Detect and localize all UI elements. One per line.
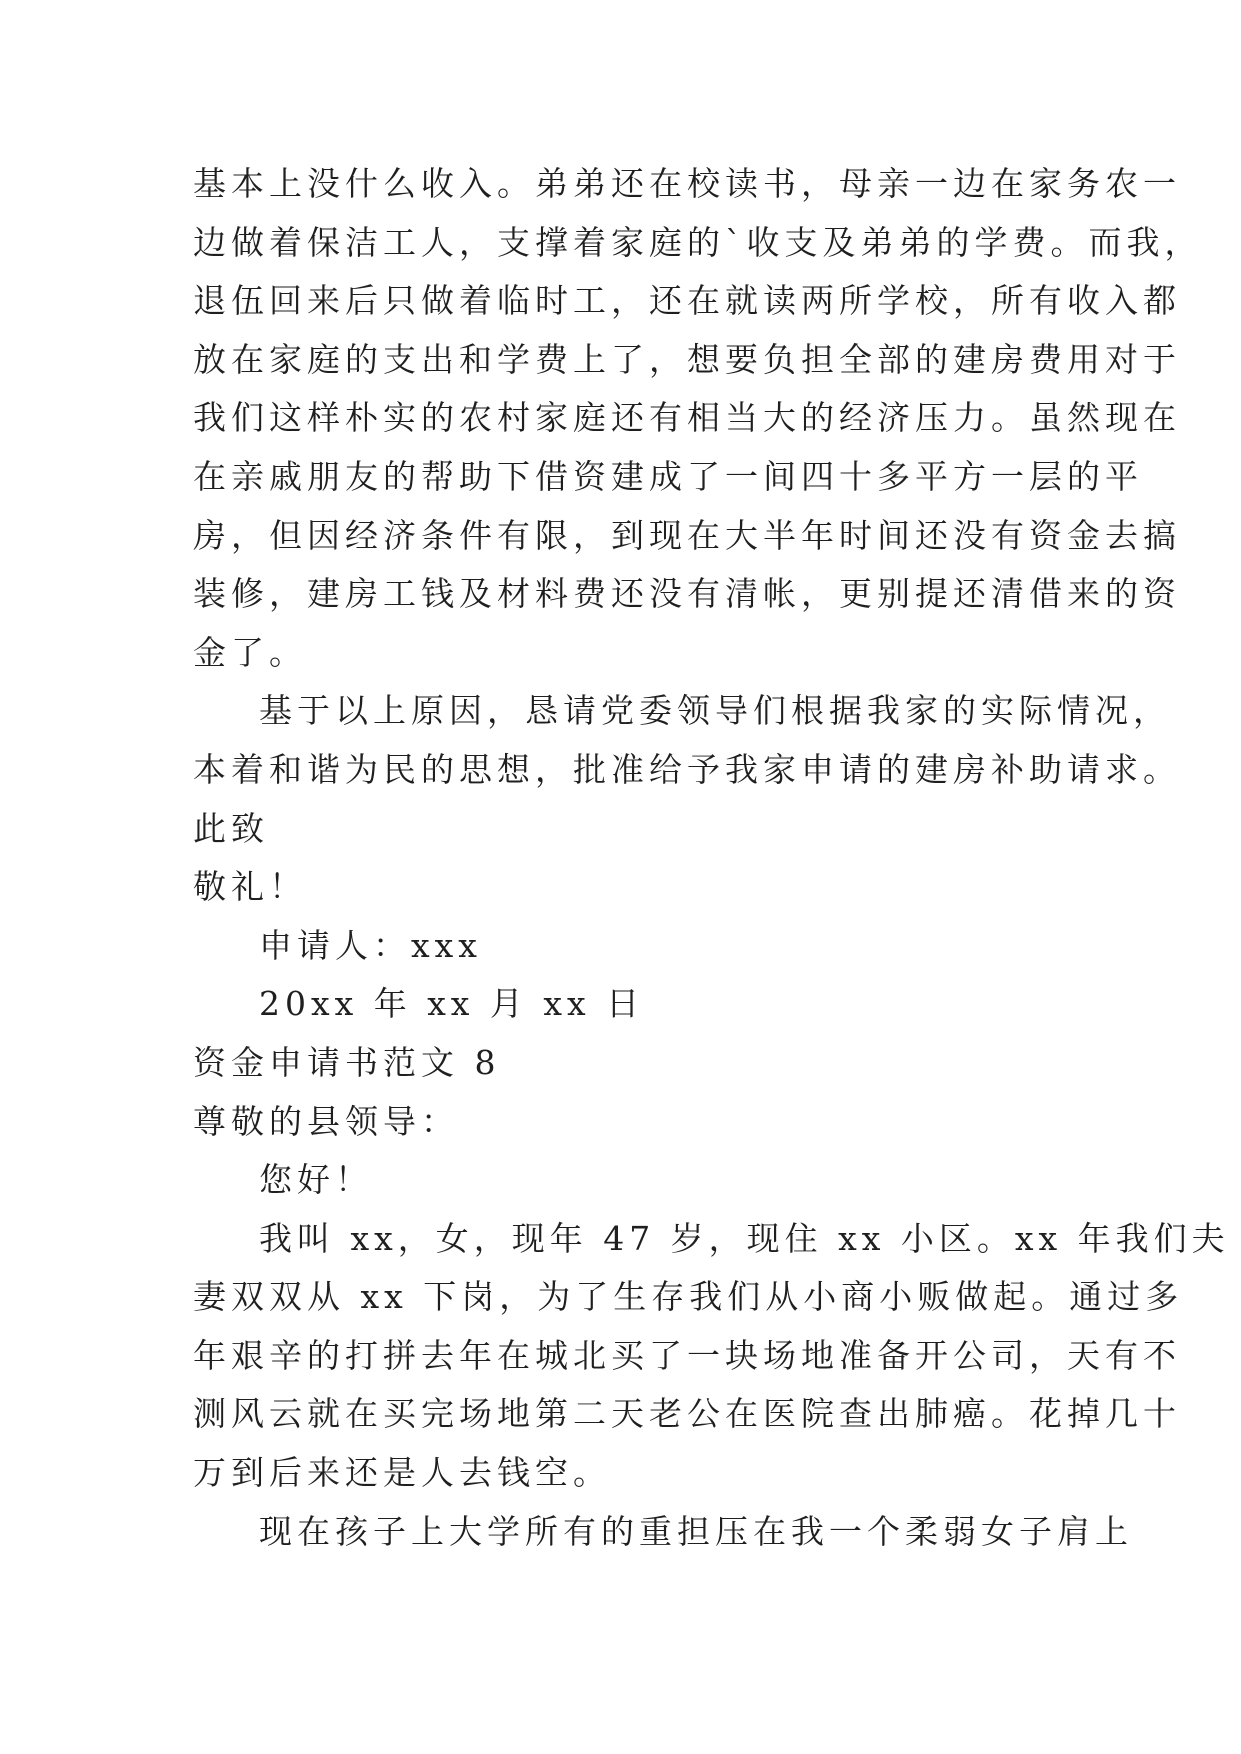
letter-greeting: 您好！	[259, 1160, 373, 1200]
paragraph-line: 房，但因经济条件有限，到现在大半年时间还没有资金去搞	[193, 515, 1181, 555]
letter-date: 20xx 年 xx 月 xx 日	[259, 984, 645, 1024]
paragraph-line: 我叫 xx，女，现年 47 岁，现住 xx 小区。xx 年我们夫	[259, 1218, 1230, 1258]
paragraph-line: 我们这样朴实的农村家庭还有相当大的经济压力。虽然现在	[193, 398, 1181, 438]
paragraph-line: 妻双双从 xx 下岗，为了生存我们从小商小贩做起。通过多	[193, 1277, 1184, 1317]
document-body	[193, 155, 1230, 1561]
applicant-signature: 申请人：xxx	[259, 925, 482, 965]
paragraph-line: 现在孩子上大学所有的重担压在我一个柔弱女子肩上	[259, 1511, 1133, 1551]
closing-regards: 敬礼！	[193, 867, 307, 907]
paragraph-line: 装修，建房工钱及材料费还没有清帐，更别提还清借来的资	[193, 574, 1181, 614]
section-heading: 资金申请书范文 8	[193, 1042, 501, 1082]
paragraph-line: 边做着保洁工人，支撑着家庭的`收支及弟弟的学费。而我，	[193, 222, 1203, 262]
paragraph-line: 万到后来还是人去钱空。	[193, 1453, 611, 1493]
paragraph-line: 测风云就在买完场地第二天老公在医院查出肺癌。花掉几十	[193, 1394, 1181, 1434]
paragraph-line: 放在家庭的支出和学费上了，想要负担全部的建房费用对于	[193, 339, 1181, 379]
letter-addressee: 尊敬的县领导：	[193, 1101, 459, 1141]
closing-salutation: 此致	[193, 808, 269, 848]
paragraph-line: 金了。	[193, 632, 307, 672]
paragraph-line: 年艰辛的打拼去年在城北买了一块场地准备开公司，天有不	[193, 1335, 1181, 1375]
paragraph-line: 基本上没什么收入。弟弟还在校读书，母亲一边在家务农一	[193, 164, 1181, 203]
paragraph-line: 本着和谐为民的思想，批准给予我家申请的建房补助请求。	[193, 749, 1181, 789]
paragraph-line: 在亲戚朋友的帮助下借资建成了一间四十多平方一层的平	[193, 456, 1143, 496]
paragraph-line: 退伍回来后只做着临时工，还在就读两所学校，所有收入都	[193, 281, 1181, 321]
paragraph-line: 基于以上原因，恳请党委领导们根据我家的实际情况，	[259, 691, 1171, 731]
